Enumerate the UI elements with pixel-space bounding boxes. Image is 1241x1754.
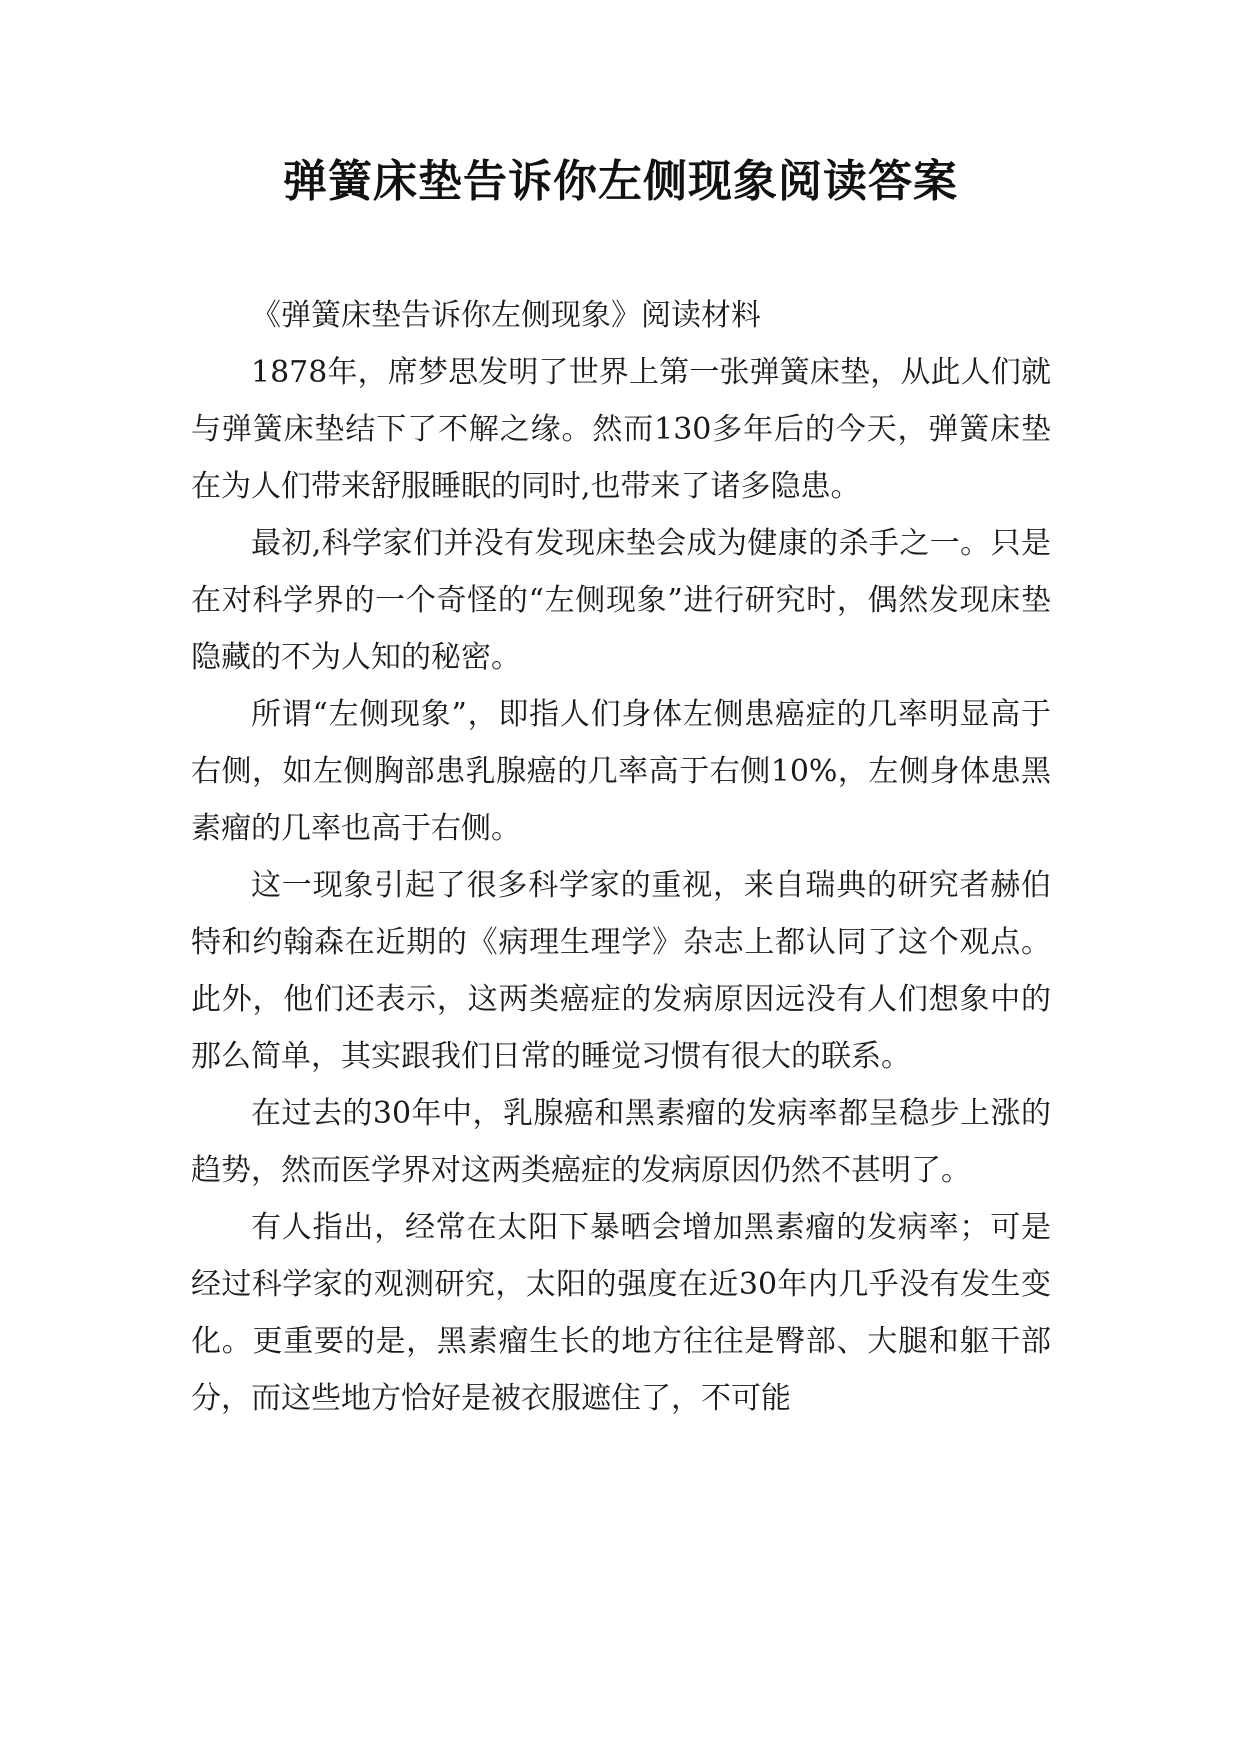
paragraph: 所谓“左侧现象”，即指人们身体左侧患癌症的几率明显高于右侧，如左侧胸部患乳腺癌的几率高于右侧10%，左侧身体患黑素瘤的几率也高于右侧。 xyxy=(191,697,1051,846)
paragraph-subtitle: 《弹簧床垫告诉你左侧现象》阅读材料 xyxy=(251,298,761,333)
paragraph: 这一现象引起了很多科学家的重视，来自瑞典的研究者赫伯特和约翰森在近期的《病理生理学》杂志上都认同了这个观点。此外，他们还表示，这两类癌症的发病原因远没有人们想象中的那么简单，其实跟我们日常的睡觉习惯有很大的联系。 xyxy=(191,868,1051,1074)
document-body xyxy=(191,287,1051,1427)
paragraph: 1878年，席梦思发明了世界上第一张弹簧床垫，从此人们就与弹簧床垫结下了不解之缘。然而130多年后的今天，弹簧床垫在为人们带来舒服睡眠的同时,也带来了诸多隐患。 xyxy=(191,355,1051,504)
paragraph: 最初,科学家们并没有发现床垫会成为健康的杀手之一。只是在对科学界的一个奇怪的“左侧现象”进行研究时，偶然发现床垫隐藏的不为人知的秘密。 xyxy=(191,526,1051,675)
document-title: 弹簧床垫告诉你左侧现象阅读答案 xyxy=(283,156,958,207)
paragraph: 在过去的30年中，乳腺癌和黑素瘤的发病率都呈稳步上涨的趋势，然而医学界对这两类癌症的发病原因仍然不甚明了。 xyxy=(191,1096,1051,1188)
paragraph: 有人指出，经常在太阳下暴晒会增加黑素瘤的发病率；可是经过科学家的观测研究，太阳的强度在近30年内几乎没有发生变化。更重要的是，黑素瘤生长的地方往往是臀部、大腿和躯干部分，而这些地方恰好是被衣服遮住了，不可能 xyxy=(191,1210,1051,1416)
